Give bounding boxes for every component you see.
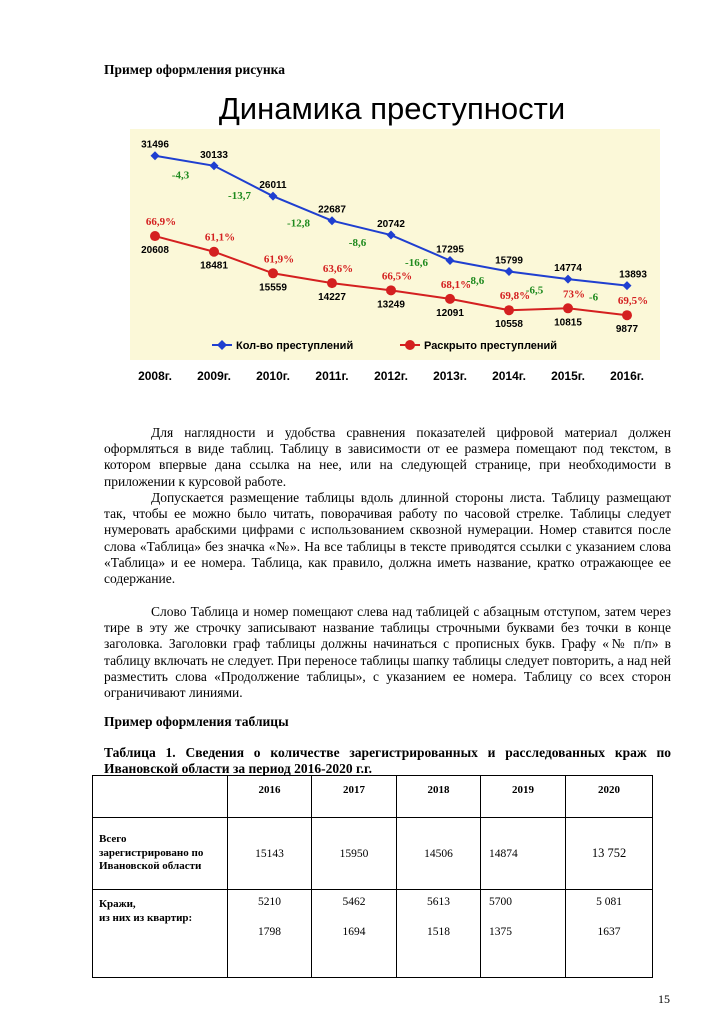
solved-crimes-point — [622, 310, 632, 320]
change-percent-label: -6 — [588, 291, 599, 304]
solved-crimes-point — [445, 294, 455, 304]
series2-value-label: 9877 — [615, 324, 639, 336]
page-number: 15 — [658, 992, 670, 1006]
percent-solved-label: 68,1% — [440, 278, 472, 291]
x-axis-tick-label: 2012г. — [374, 369, 408, 383]
cell-value-bottom: 1798 — [258, 926, 281, 938]
solved-crimes-point — [268, 268, 278, 278]
table-header-year: 2017 — [312, 776, 397, 818]
table-row — [93, 818, 653, 890]
table-cell — [397, 890, 481, 978]
percent-solved-label: 61,9% — [263, 253, 295, 266]
table-cell: 13 752 — [566, 818, 653, 890]
solved-crimes-point — [504, 305, 514, 315]
solved-crimes-point — [563, 303, 573, 313]
x-axis-tick-label: 2015г. — [551, 369, 585, 383]
series2-value-label: 10558 — [495, 319, 523, 331]
percent-solved-label: 69,8% — [499, 290, 531, 303]
table-header-year: 2018 — [397, 776, 481, 818]
solved-crimes-point — [386, 285, 396, 295]
cell-value-bottom: 1637 — [597, 926, 621, 938]
series2-value-label: 13249 — [377, 299, 405, 311]
x-axis-tick-label: 2016г. — [610, 369, 644, 383]
series2-value-label: 10815 — [554, 317, 582, 329]
percent-solved-label: 61,1% — [204, 231, 236, 244]
table-header-row — [93, 776, 653, 818]
change-percent-label: -13,7 — [228, 189, 251, 202]
series1-value-label: 20742 — [377, 219, 405, 231]
table-header-year: 2016 — [228, 776, 312, 818]
change-percent-label: -16,6 — [405, 256, 428, 269]
table-header-year: 2019 — [481, 776, 566, 818]
percent-solved-label: 63,6% — [322, 263, 354, 276]
theft-statistics-table — [92, 775, 653, 978]
solved-crimes-point — [327, 278, 337, 288]
series2-value-label: 14227 — [318, 292, 346, 304]
change-percent-label: -4,3 — [171, 169, 190, 182]
table-row-label — [93, 818, 228, 890]
cell-value-top: 5613 — [427, 896, 450, 908]
row-label-line: Ивановской области — [99, 860, 202, 873]
cell-value-top: 5 081 — [596, 896, 622, 908]
x-axis-tick-label: 2011г. — [315, 369, 349, 383]
table-cell: 14506 — [397, 818, 481, 890]
chart-title: Динамика преступности — [218, 91, 566, 126]
legend-label-crimes: Кол-во преступлений — [236, 340, 354, 352]
table-row-label — [93, 890, 228, 978]
x-axis-tick-label: 2010г. — [256, 369, 290, 383]
series2-value-label: 12091 — [436, 307, 464, 319]
table-example-heading: Пример оформления таблицы — [104, 714, 289, 729]
table-caption: Таблица 1. Сведения о количестве зарегистрированных и расследованных краж по Ивановской области за период 2016-2020 г.г. — [104, 745, 671, 776]
table-cell — [312, 890, 397, 978]
series1-value-label: 26011 — [259, 180, 287, 192]
solved-crimes-point — [209, 247, 219, 257]
legend-label-solved: Раскрыто преступлений — [424, 340, 558, 352]
row-label-line: из них из квартир: — [99, 911, 193, 924]
x-axis-tick-label: 2013г. — [433, 369, 467, 383]
cell-value-bottom: 1694 — [342, 926, 366, 938]
figure-example-heading: Пример оформления рисунка — [104, 62, 285, 77]
series1-value-label: 14774 — [554, 263, 582, 275]
change-percent-label: -8,6 — [466, 275, 485, 288]
x-axis-tick-label: 2008г. — [138, 369, 172, 383]
table-cell — [481, 890, 566, 978]
paragraph-1: Для наглядности и удобства сравнения показателей цифровой материал должен оформляться в виде таблиц. Таблицу в зависимости от ее размера помещают под текстом, в котором впервые дана ссылка на нее, или на следующей странице, при необходимости в приложении к курсовой работе. — [104, 425, 671, 489]
cell-value-top: 5700 — [489, 896, 512, 908]
table-cell: 15143 — [228, 818, 312, 890]
table-cell — [228, 890, 312, 978]
change-percent-label: -8,6 — [348, 236, 367, 249]
paragraph-3: Слово Таблица и номер помещают слева над таблицей с абзацным отступом, затем через тире в эту же строчку записывают название таблицы строчными буквами без точки в конце заголовка. Заголовки граф таблицы должны начинаться с прописных букв. Графу «№ п/п» в таблицу включать не следует. При переносе таблицы шапку таблицы следует повторить, а над ней разместить слова «Продолжение таблицы», с указанием ее номера. Таблицу со всех сторон ограничивают линиями. — [104, 604, 671, 701]
cell-value-top: 5210 — [258, 896, 281, 908]
cell-value-bottom: 1518 — [427, 926, 450, 938]
x-axis-tick-label: 2009г. — [197, 369, 231, 383]
crime-dynamics-chart — [130, 88, 660, 388]
percent-solved-label: 66,9% — [145, 216, 177, 229]
cell-value-top: 5462 — [342, 896, 366, 908]
series2-value-label: 15559 — [259, 282, 287, 294]
table-cell: 15950 — [312, 818, 397, 890]
series1-value-label: 17295 — [436, 244, 464, 256]
series1-value-label: 15799 — [495, 255, 523, 267]
row-label-line: Всего — [99, 833, 127, 846]
series1-value-label: 22687 — [318, 204, 346, 216]
paragraph-2: Допускается размещение таблицы вдоль длинной стороны листа. Таблицу размещают так, чтобы ее можно было читать, поворачивая работу по часовой стрелке. Таблицы следует нумеровать арабскими цифрами с использованием сквозной нумерации. Номер ставится после слова «Таблица» без значка «№». На все таблицы в тексте приводятся ссылки с указанием слова «Таблица» и ее номера. Таблица, как правило, должна иметь название, кратко отражающее ее содержание. — [104, 490, 671, 587]
series1-value-label: 13893 — [619, 269, 647, 281]
percent-solved-label: 66,5% — [381, 270, 413, 283]
table-corner-cell — [93, 776, 228, 818]
series1-value-label: 31496 — [141, 139, 169, 151]
table-header-year: 2020 — [566, 776, 653, 818]
row-label-line: Кражи, — [99, 898, 136, 910]
series2-value-label: 20608 — [141, 245, 169, 257]
series2-value-label: 18481 — [200, 260, 228, 272]
cell-value-bottom: 1375 — [489, 926, 512, 938]
table-row — [93, 890, 653, 978]
table-cell — [566, 890, 653, 978]
x-axis-tick-label: 2014г. — [492, 369, 526, 383]
row-label-line: зарегистрировано по — [99, 846, 204, 859]
series1-value-label: 30133 — [200, 149, 228, 161]
change-percent-label: -12,8 — [287, 217, 310, 230]
table-cell: 14874 — [481, 818, 566, 890]
legend-marker-solved — [405, 340, 415, 350]
percent-solved-label: 73% — [563, 288, 585, 301]
percent-solved-label: 69,5% — [617, 295, 649, 308]
solved-crimes-point — [150, 231, 160, 241]
change-percent-label: -6,5 — [525, 284, 544, 297]
